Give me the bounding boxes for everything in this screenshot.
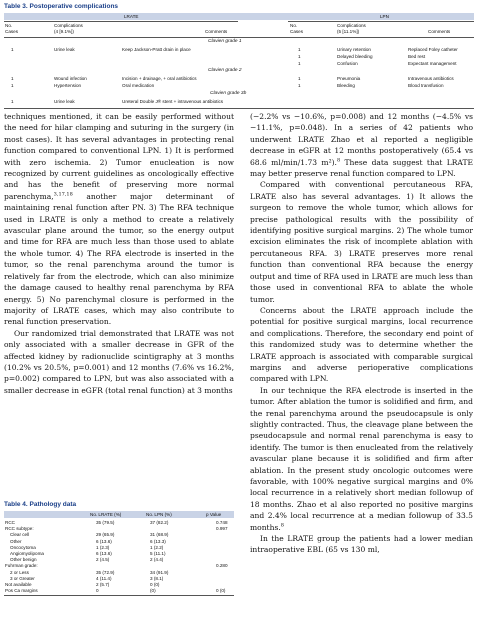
cell-complication: Urinary retention — [337, 47, 371, 52]
cell-label: RCC subtype: — [5, 526, 34, 532]
paragraph: Compared with conventional percutaneous RFA, LRATE also has several advantages. 1) It allows the surgeon to remove the whole tumor, which allows for precise pathological results with the possibility of identifying positive surgical margins. 2) The whole tumor excision eliminates the risk of incomplete ablation with percutaneous RFA. 3) LRATE preserves more renal function than conventional RFA because the energy output and time of RFA used in LRATE are much less than those used in conventional RFA to ablate the whole tumor. — [250, 180, 473, 304]
cell-b: 37 (82.2) — [150, 520, 169, 525]
cell-a: 0 — [96, 588, 99, 594]
cell-a: 2 (4.5) — [96, 557, 110, 563]
cell-n: 1 — [298, 83, 301, 88]
table3-title: Table 3. Postoperative complications — [4, 3, 119, 10]
table3-header-comments-right: Comments — [428, 29, 451, 34]
cell-b: 5 (11.1) — [150, 551, 166, 556]
cell-a: 6 (13.6) — [96, 551, 112, 556]
cell-n: 1 — [298, 54, 301, 59]
cell-comment: Keep Jackson-Pratt drain in place — [122, 47, 191, 52]
paragraph: Concerns about the LRATE approach include the potential for positive surgical margins, local recurrence and complications. Therefore, the secondary end point of this randomized study was to determine whether the LRATE approach is associated with comparable surgical margins and adverse perioperative complications compared with LPN. — [250, 305, 473, 384]
cell-p: 0.748 — [216, 520, 228, 525]
cell-a: 6 (13.6) — [96, 538, 112, 544]
cell-complication: Pneumonia — [337, 76, 361, 81]
table3-header-complications-right: Complications (5 [11.1%]) — [337, 23, 366, 34]
cell-comment: Incision + drainage, + oral antibiotics — [122, 76, 197, 81]
cell-comment: Bed rest — [408, 54, 426, 59]
cell-comment: Blood transfusion — [408, 83, 444, 88]
table3-clavien3b-label: Clavien grade 3b — [210, 91, 247, 96]
cell-complication: Wound infection — [54, 76, 87, 81]
cell-label: 2 or Less — [10, 569, 29, 575]
cell-a: 2 (5.7) — [96, 582, 110, 587]
header-lrate: No. LRATE (%) — [90, 512, 122, 517]
header-p-value: p Value — [206, 512, 222, 517]
cell-n: 1 — [11, 83, 14, 88]
paragraph: (−2.2% vs −10.6%, p=0.008) and 12 months (−4.5% vs −11.1%, p=0.048). In a series of 42 patients who underwent LRATE Zhao et al reported a negligible decrease in eGFR at 12 months postoperatively (65.4 vs 68.6 ml/min/1.73 m²).$^8$ These data suggest that LRATE may better preserve renal function compared to LPN. — [250, 112, 473, 179]
cell-a: 4 (11.4) — [96, 575, 112, 581]
right-text-column — [250, 111, 473, 556]
table3-rule-left — [4, 21, 238, 22]
table3-header-rule — [4, 37, 474, 38]
table3-group-lrate: LRATE — [124, 14, 139, 19]
cell-comment: Ureteral Double J® stent + intravenous antibiotics — [122, 99, 224, 104]
table3-clavien1-label: Clavien grade 1 — [208, 39, 242, 44]
table3-clavien2-label: Clavien grade 2 — [208, 68, 242, 73]
cell-n: 1 — [11, 99, 14, 104]
table3-group-lpn: LPN — [380, 14, 389, 19]
cell-a: 1 (2.3) — [96, 544, 110, 550]
cell-b: (0) — [150, 588, 156, 594]
cell-b: 31 (68.9) — [150, 532, 169, 538]
cell-b: 6 (13.3) — [150, 538, 166, 544]
cell-a: 35 (72.9) — [96, 569, 115, 575]
cell-b: 1 (2.2) — [150, 544, 164, 550]
cell-complication: Delayed bleeding — [337, 54, 373, 59]
header-lpn: No. LPN (%) — [146, 512, 172, 517]
cell-comment: Oral medication — [122, 83, 155, 88]
cell-label: Fuhrman grade: — [5, 563, 38, 569]
left-text-column — [4, 111, 234, 396]
cell-p: 0 (0) — [216, 588, 226, 594]
cell-complication: Urine leak — [54, 99, 75, 104]
cell-label: Other — [10, 538, 22, 544]
cell-label: RCC — [5, 520, 15, 525]
table3-bottom-rule — [4, 108, 474, 109]
table4-title: Table 4. Pathology data — [4, 501, 77, 508]
cell-p: 0.280 — [216, 563, 228, 569]
cell-label: Not available — [5, 582, 32, 587]
cell-n: 1 — [11, 47, 14, 52]
table3-header-comments-left: Comments — [205, 29, 228, 34]
cell-n: 1 — [11, 76, 14, 81]
cell-b: 3 (8.1) — [150, 575, 164, 581]
cell-label: Other benign — [10, 557, 37, 563]
table4-bottom-rule — [4, 595, 234, 596]
cell-label: 3 or Greater — [10, 575, 35, 581]
cell-label: Pos Ca margins — [5, 588, 38, 594]
cell-complication: Bleeding — [337, 83, 355, 88]
cell-comment: Intravenous antibiotics — [408, 76, 454, 81]
cell-n: 1 — [298, 76, 301, 81]
cell-comment: Replaced Foley catheter — [408, 47, 458, 52]
cell-n: 1 — [298, 61, 301, 66]
cell-a: 35 (79.5) — [96, 520, 115, 525]
cell-n: 1 — [298, 47, 301, 52]
paragraph: Our randomized trial demonstrated that LRATE was not only associated with a smaller decrease in GFR of the affected kidney by radionuclide scintigraphy at 3 months (10.2% vs 20.5%, p=0.001) and 12 months (7.6% vs 16.2%, p=0.002) compared to LPN, but was also associated with a smaller decrease in eGFR (total renal function) at 3 months — [4, 328, 234, 395]
cell-b: 2 (4.4) — [150, 557, 164, 563]
cell-comment: Expectant management — [408, 61, 457, 66]
cell-complication: Confusion — [337, 61, 358, 66]
cell-complication: Urine leak — [54, 47, 75, 52]
cell-complication: Hypertension — [54, 83, 82, 88]
table3-header-bar — [4, 13, 474, 20]
cell-label: Clear cell — [10, 532, 30, 538]
paragraph: In our technique the RFA electrode is inserted in the tumor. After ablation the tumor is solidified and firm, and the renal parenchyma around the pseudocapsule is only slightly contracted. Thus, the cleavage plane between the pseudocapsule and normal renal parenchyma is easy to identify. The tumor is then enucleated from the relatively avascular plane because it is solidified and firm after ablation. In the present study oncologic outcomes were favorable, with 100% negative surgical margins and 0% local recurrence in a relatively short median followup of 18 months. Zhao et al also reported no positive margins and 2.4% local recurrence at a median followup of 33.5 months.$^8$ — [250, 385, 473, 532]
cell-label: Angiomyolipoma — [10, 551, 44, 556]
cell-label: Oncocytoma — [10, 544, 36, 550]
table3-header-complications-left: Complications (4 [9.1%]) — [54, 23, 83, 34]
cell-a: 29 (65.9) — [96, 532, 115, 538]
table3-header-no-cases-right: No. Cases — [290, 23, 304, 34]
table3-rule-right — [288, 21, 474, 22]
table3-header-no-cases-left: No. Cases — [5, 23, 19, 34]
paragraph: techniques mentioned, it can be easily performed without the need for hilar clamping and suturing in the surgery (in most cases). It has several advantages in protecting renal function compared to conventional LPN. 1) It is performed with zero ischemia. 2) Tumor enucleation is now recognized by current guidelines as oncologically effective and has the benefit of preserving more normal parenchyma,$^{3,17,18}$ another major determinant of maintaining renal function after PN. 3) The RFA technique used in LRATE is only a method to create a relatively avascular plane around the tumor, so the energy output and time for RFA are much less than those used to ablate the whole tumor. 4) The RFA electrode is inserted in the tumor, so the renal parenchyma around the tumor is relatively far from the electrode, which can also minimize the damage caused to healthy renal parenchyma by RFA energy. 5) No parenchymal closure is performed in the majority of LRATE cases, which may also contribute to renal function preservation. — [4, 112, 234, 327]
cell-b: 0 (0) — [150, 582, 160, 587]
cell-b: 34 (91.9) — [150, 569, 169, 575]
cell-p: 0.997 — [216, 526, 228, 532]
paragraph: In the LRATE group the patients had a lower median intraoperative EBL (65 vs 130 ml, — [250, 534, 473, 555]
